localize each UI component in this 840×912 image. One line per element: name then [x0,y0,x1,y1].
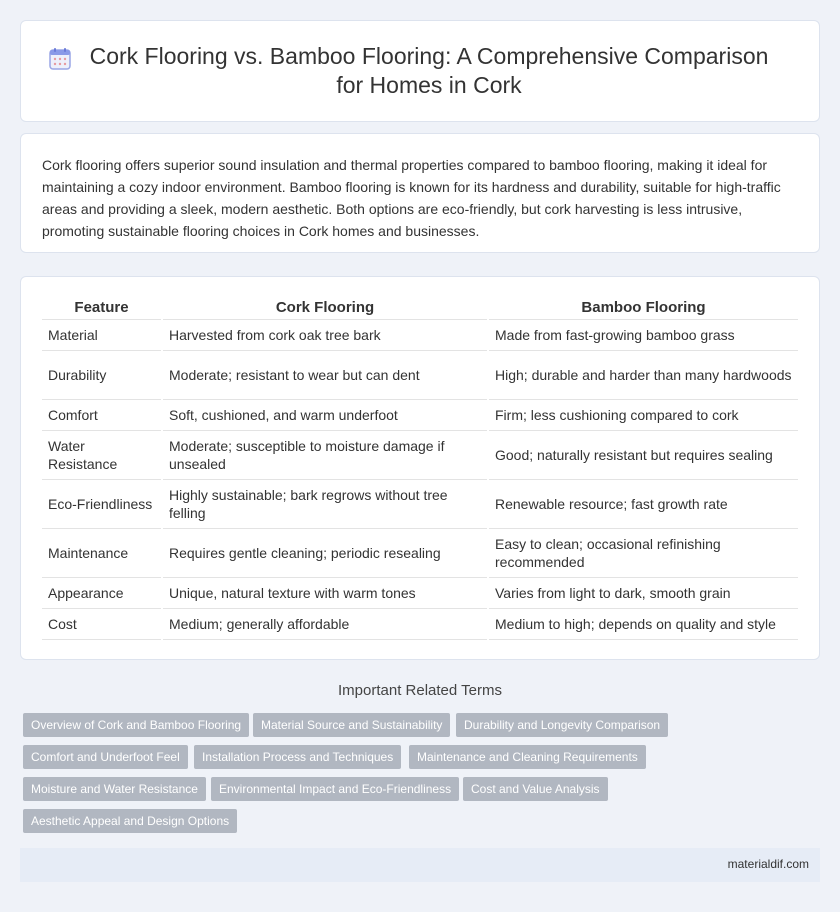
table-row [42,350,798,399]
cork-cell: Harvested from cork oak tree bark [162,319,488,350]
bamboo-cell: Made from fast-growing bamboo grass [488,319,798,350]
bamboo-cell: Medium to high; depends on quality and style [488,608,798,639]
header-feature: Feature [42,297,162,319]
header-bamboo: Bamboo Flooring [488,297,798,319]
table-row [42,430,798,479]
cork-cell: Soft, cushioned, and warm underfoot [162,399,488,430]
feature-cell: Material [42,319,162,350]
intro-card [20,133,820,253]
title-card [20,20,820,122]
feature-cell: Comfort [42,399,162,430]
page-title: Cork Flooring vs. Bamboo Flooring: A Comprehensive Comparison for Homes in Cork [89,43,769,98]
intro-paragraph: Cork flooring offers superior sound insulation and thermal properties compared to bamboo flooring, making it ideal for maintaining a cozy indoor environment. Bamboo flooring is known for its hardness and durability, suitable for high-traffic areas and providing a sleek, modern aesthetic. Both options are eco-friendly, but cork harvesting is less intrusive, promoting sustainable flooring choices in Cork homes and businesses. [42,157,781,239]
related-term-tag[interactable]: Moisture and Water Resistance [23,777,206,801]
feature-cell: Water Resistance [42,430,162,479]
comparison-card [20,276,820,660]
cork-cell: Highly sustainable; bark regrows without tree felling [162,479,488,528]
feature-cell: Eco-Friendliness [42,479,162,528]
header-cork: Cork Flooring [162,297,488,319]
bamboo-cell: Good; naturally resistant but requires sealing [488,430,798,479]
footer-site-link[interactable]: materialdif.com [727,857,809,871]
bamboo-cell: Varies from light to dark, smooth grain [488,577,798,608]
bamboo-cell: Renewable resource; fast growth rate [488,479,798,528]
cork-cell: Moderate; susceptible to moisture damage if unsealed [162,430,488,479]
comparison-table [42,297,798,640]
table-row [42,399,798,430]
bamboo-cell: Easy to clean; occasional refinishing recommended [488,528,798,577]
cork-cell: Moderate; resistant to wear but can dent [162,350,488,399]
cork-cell: Medium; generally affordable [162,608,488,639]
cork-cell: Requires gentle cleaning; periodic resealing [162,528,488,577]
related-term-tag[interactable]: Installation Process and Techniques [194,745,401,769]
related-term-tag[interactable]: Aesthetic Appeal and Design Options [23,809,237,833]
cork-cell: Unique, natural texture with warm tones [162,577,488,608]
feature-cell: Durability [42,350,162,399]
related-term-tag[interactable]: Material Source and Sustainability [253,713,450,737]
related-term-tag[interactable]: Comfort and Underfoot Feel [23,745,188,769]
bamboo-cell: Firm; less cushioning compared to cork [488,399,798,430]
feature-cell: Maintenance [42,528,162,577]
bamboo-cell: High; durable and harder than many hardwoods [488,350,798,399]
table-header-row [42,297,798,319]
feature-cell: Appearance [42,577,162,608]
feature-cell: Cost [42,608,162,639]
related-term-tag[interactable]: Cost and Value Analysis [463,777,608,801]
related-terms-heading: Important Related Terms [338,682,502,699]
related-term-tag[interactable]: Overview of Cork and Bamboo Flooring [23,713,249,737]
table-row [42,608,798,639]
related-term-tag[interactable]: Environmental Impact and Eco-Friendliness [211,777,459,801]
table-row [42,577,798,608]
related-term-tag[interactable]: Maintenance and Cleaning Requirements [409,745,646,769]
related-term-tag[interactable]: Durability and Longevity Comparison [456,713,668,737]
table-row [42,319,798,350]
table-row [42,479,798,528]
footer-bar [20,848,820,882]
table-row [42,528,798,577]
